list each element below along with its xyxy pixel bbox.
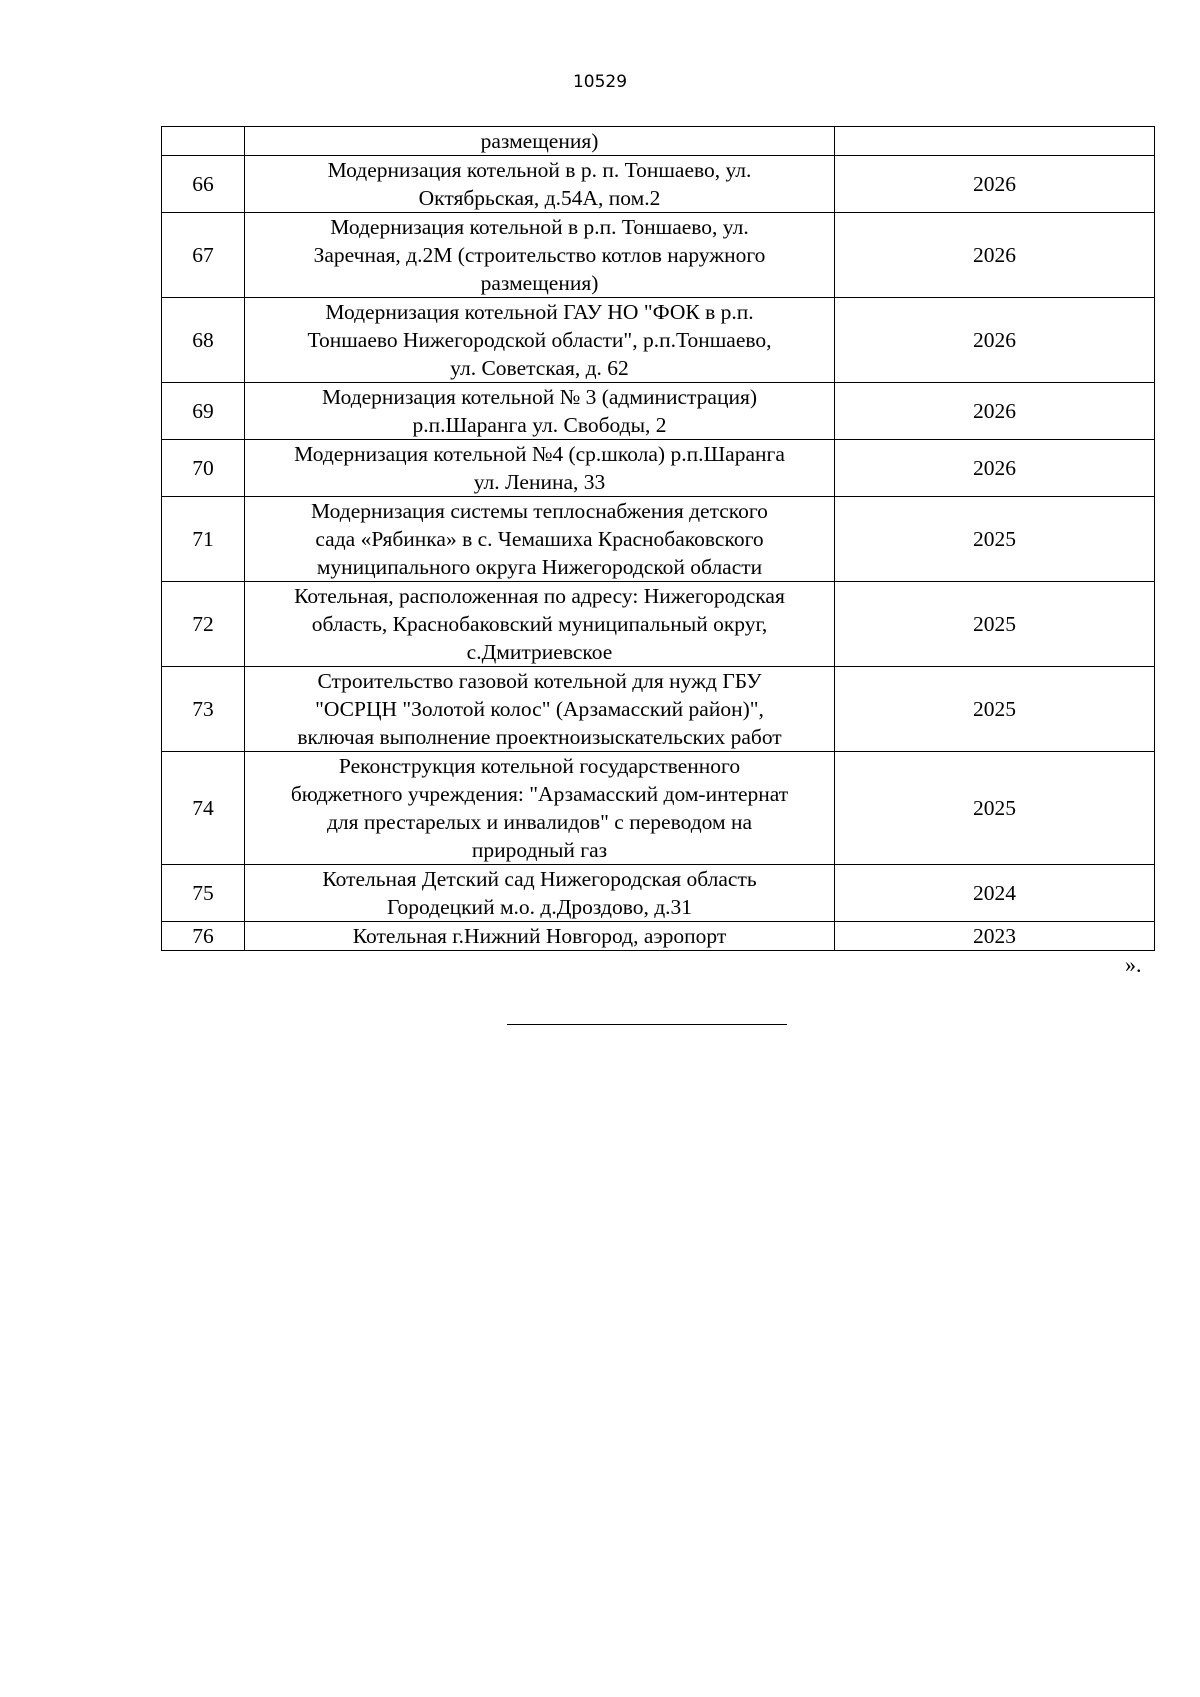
- table-row: [162, 497, 1155, 582]
- year-cell: 2025: [835, 582, 1155, 667]
- row-number-cell: 74: [162, 752, 245, 865]
- row-number-cell: 71: [162, 497, 245, 582]
- row-number-cell: 70: [162, 440, 245, 497]
- object-name-cell: Модернизация котельной №4 (ср.школа) р.п.Шаранга ул. Ленина, 33: [245, 440, 835, 497]
- row-number-cell: 76: [162, 922, 245, 951]
- row-number-cell: 66: [162, 156, 245, 213]
- object-name-cell: Модернизация системы теплоснабжения детского сада «Рябинка» в с. Чемашиха Краснобаковского муниципального округа Нижегородской области: [245, 497, 835, 582]
- object-name-cell: Котельная, расположенная по адресу: Нижегородская область, Краснобаковский муниципальный округ, с.Дмитриевское: [245, 582, 835, 667]
- object-name-cell: Модернизация котельной в р. п. Тоншаево, ул. Октябрьская, д.54А, пом.2: [245, 156, 835, 213]
- table-row: [162, 127, 1155, 156]
- row-number-cell: 75: [162, 865, 245, 922]
- object-name-cell: размещения): [245, 127, 835, 156]
- object-name-cell: Котельная г.Нижний Новгород, аэропорт: [245, 922, 835, 951]
- row-number-cell: [162, 127, 245, 156]
- table-row: [162, 383, 1155, 440]
- object-name-cell: Модернизация котельной № 3 (администрация) р.п.Шаранга ул. Свободы, 2: [245, 383, 835, 440]
- row-number-cell: 73: [162, 667, 245, 752]
- year-cell: 2025: [835, 667, 1155, 752]
- object-name-cell: Модернизация котельной в р.п. Тоншаево, ул. Заречная, д.2М (строительство котлов наружного размещения): [245, 213, 835, 298]
- closing-quote-mark: ».: [1125, 952, 1142, 977]
- table-row: [162, 922, 1155, 951]
- year-cell: 2025: [835, 752, 1155, 865]
- table-row: [162, 156, 1155, 213]
- object-name-cell: Модернизация котельной ГАУ НО "ФОК в р.п. Тоншаево Нижегородской области", р.п.Тоншаево, ул. Советская, д. 62: [245, 298, 835, 383]
- year-cell: 2026: [835, 213, 1155, 298]
- table-row: [162, 298, 1155, 383]
- object-name-cell: Котельная Детский сад Нижегородская область Городецкий м.о. д.Дроздово, д.31: [245, 865, 835, 922]
- page-number: 10529: [572, 72, 628, 92]
- year-cell: 2026: [835, 440, 1155, 497]
- table-row: [162, 582, 1155, 667]
- object-name-cell: Реконструкция котельной государственного бюджетного учреждения: "Арзамасский дом-интернат для престарелых и инвалидов" с переводом на природный газ: [245, 752, 835, 865]
- table-row: [162, 865, 1155, 922]
- table-row: [162, 440, 1155, 497]
- year-cell: 2026: [835, 298, 1155, 383]
- year-cell: 2024: [835, 865, 1155, 922]
- row-number-cell: 67: [162, 213, 245, 298]
- object-name-cell: Строительство газовой котельной для нужд ГБУ "ОСРЦН "Золотой колос" (Арзамасский район)", включая выполнение проектноизыскательских работ: [245, 667, 835, 752]
- year-cell: [835, 127, 1155, 156]
- year-cell: 2023: [835, 922, 1155, 951]
- row-number-cell: 68: [162, 298, 245, 383]
- row-number-cell: 69: [162, 383, 245, 440]
- boiler-table: [161, 126, 1155, 951]
- year-cell: 2025: [835, 497, 1155, 582]
- year-cell: 2026: [835, 383, 1155, 440]
- year-cell: 2026: [835, 156, 1155, 213]
- table-row: [162, 752, 1155, 865]
- boiler-table-body: [162, 127, 1155, 951]
- table-row: [162, 667, 1155, 752]
- table-row: [162, 213, 1155, 298]
- boiler-table-container: [161, 126, 1154, 951]
- row-number-cell: 72: [162, 582, 245, 667]
- end-separator-line: [507, 1024, 787, 1025]
